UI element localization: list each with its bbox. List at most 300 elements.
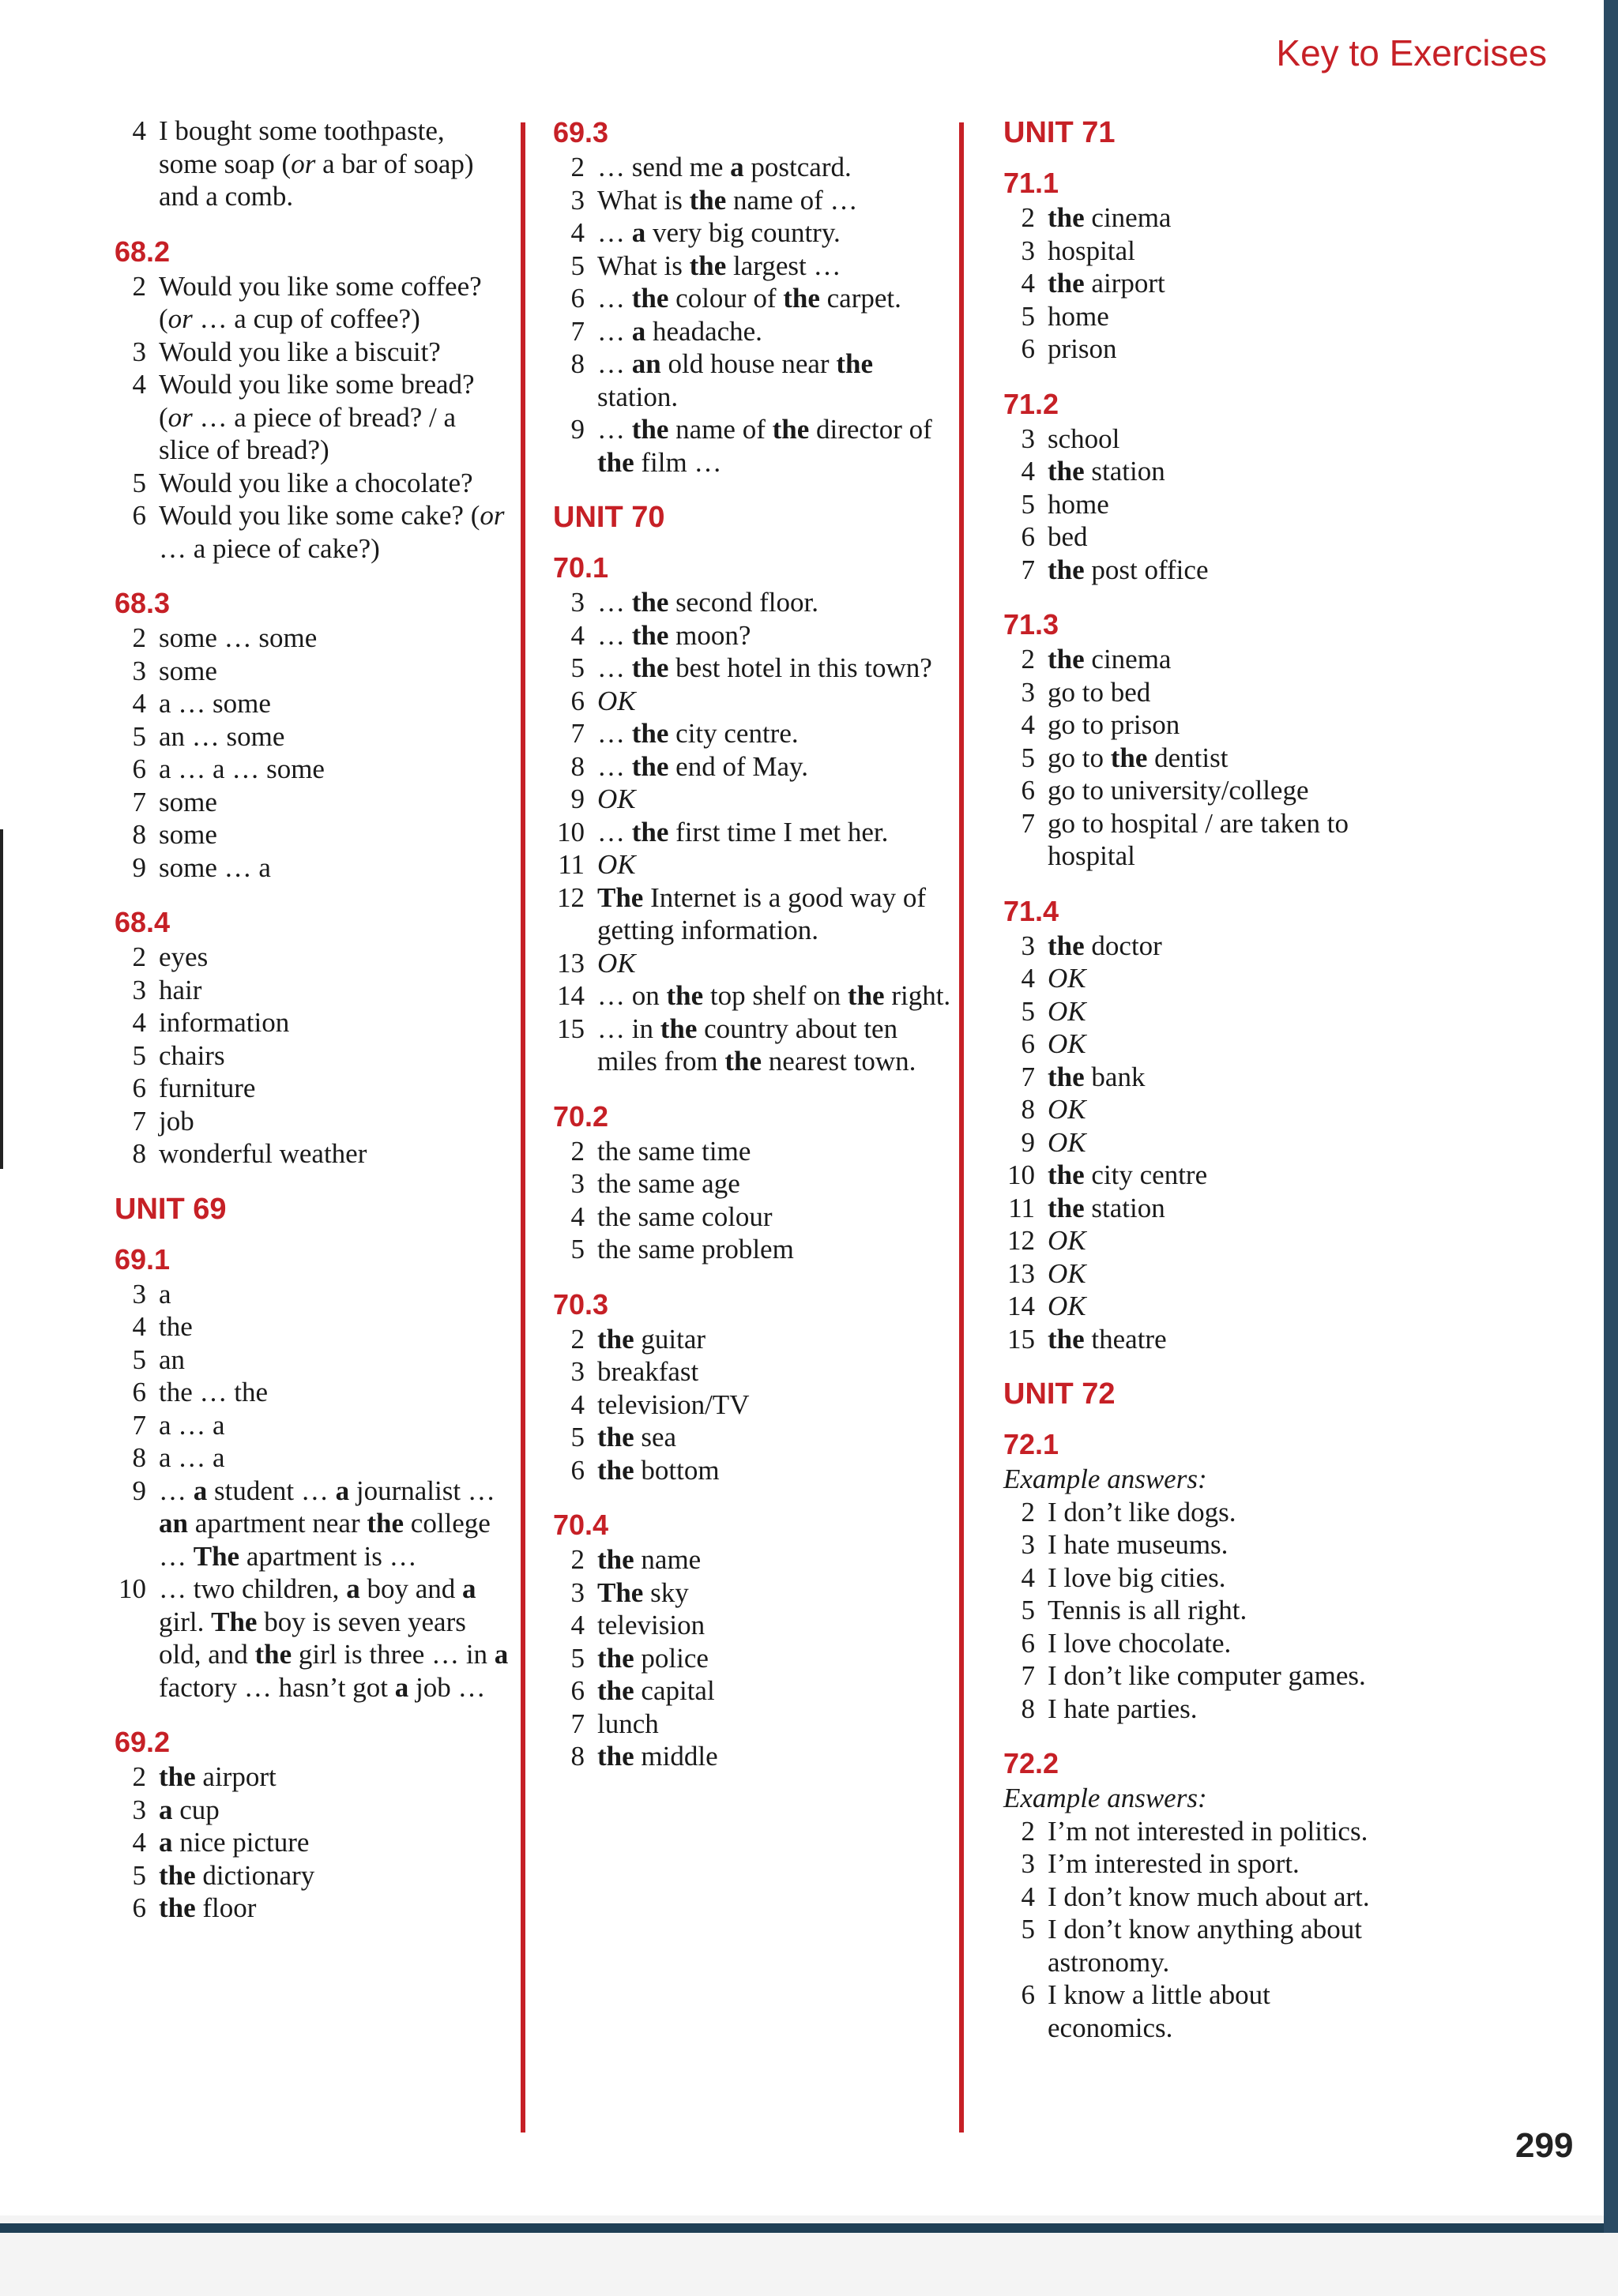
answer-number: 6 [1021, 333, 1035, 364]
answer-item [553, 216, 956, 250]
answer-text: … a headache. [597, 315, 762, 347]
answer-number: 2 [1021, 644, 1035, 675]
answer-number: 6 [132, 1377, 146, 1407]
answer-item [1003, 1224, 1398, 1257]
answer-item [1003, 1257, 1398, 1291]
answer-number: 3 [570, 1356, 585, 1387]
answer-item [1003, 1913, 1398, 1978]
answer-item [1003, 488, 1398, 521]
answer-number: 4 [1021, 268, 1035, 299]
answer-number: 2 [132, 622, 146, 653]
answer-number: 4 [570, 1201, 585, 1232]
exercise-number: 70.3 [553, 1287, 609, 1321]
answer-text: job [159, 1105, 194, 1137]
answer-number: 7 [1021, 554, 1035, 585]
answer-text: OK [597, 685, 636, 716]
answer-item [1003, 1659, 1398, 1693]
exercise-number: 69.2 [115, 1726, 171, 1758]
answer-number: 4 [570, 1610, 585, 1640]
answer-item [553, 250, 956, 283]
answer-item [1003, 201, 1398, 235]
exercise-number: 71.4 [1003, 894, 1059, 927]
answer-number: 10 [119, 1573, 146, 1604]
answer-number: 2 [570, 1323, 585, 1355]
answer-text: Would you like some coffee? (or … a cup of coffee?) [159, 270, 482, 334]
answer-item [115, 499, 510, 565]
answer-number: 3 [1021, 1529, 1035, 1560]
exercise-number: 70.2 [553, 1099, 609, 1133]
answer-number: 8 [1021, 1094, 1035, 1125]
answer-text: I bought some toothpaste, some soap (or a bar of soap) and a comb. [159, 115, 474, 212]
answer-number: 4 [570, 217, 585, 248]
answer-number: 3 [132, 974, 146, 1005]
answer-number: 12 [1007, 1225, 1035, 1256]
answer-item [1003, 807, 1398, 873]
answer-text: furniture [159, 1073, 256, 1103]
answer-number: 8 [570, 1741, 585, 1772]
answer-number: 2 [132, 941, 146, 972]
answer-item [553, 1135, 956, 1168]
answer-text: hair [159, 974, 202, 1005]
answer-number: 6 [132, 753, 146, 784]
answer-text: the same age [597, 1168, 740, 1199]
answer-number: 5 [1021, 300, 1035, 332]
answer-item [1003, 1061, 1398, 1094]
answer-text: television [597, 1610, 706, 1640]
answer-text: OK [597, 783, 636, 814]
answer-item [553, 1388, 956, 1422]
answer-text: the airport [159, 1761, 277, 1792]
answer-item [115, 1475, 510, 1573]
continued-answers [115, 115, 510, 213]
answer-number: 8 [132, 1138, 146, 1169]
page-header-title: Key to Exercises [1276, 32, 1547, 73]
answer-item [1003, 676, 1398, 709]
answer-item [115, 1409, 510, 1442]
unit-heading: UNIT 70 [553, 501, 665, 534]
exercise-number: 68.3 [115, 587, 171, 619]
answer-text: I hate parties. [1048, 1693, 1198, 1724]
binding-edge [0, 829, 3, 1169]
exercise-number: 70.4 [553, 1509, 609, 1541]
answer-number: 2 [570, 1135, 585, 1167]
answer-item [1003, 1594, 1398, 1627]
answer-item [553, 1576, 956, 1610]
answer-item [553, 848, 956, 881]
answer-text: bed [1048, 521, 1088, 552]
exercise-note: Example answers: [1003, 1464, 1207, 1494]
answer-number: 4 [132, 1311, 146, 1342]
answer-text: I’m not interested in politics. [1048, 1815, 1368, 1847]
answer-item [115, 1137, 510, 1171]
exercise-section [115, 234, 510, 566]
answer-number: 5 [1021, 488, 1035, 520]
answer-number: 14 [1007, 1291, 1035, 1321]
answer-text: the airport [1048, 268, 1165, 299]
answer-number: 5 [132, 1343, 146, 1375]
answer-item [115, 1072, 510, 1105]
exercise-section [1003, 607, 1398, 873]
answer-number: 6 [570, 1454, 585, 1486]
answer-text: a cup [159, 1794, 220, 1825]
answer-number: 14 [557, 980, 585, 1011]
exercise-number: 68.2 [115, 235, 171, 268]
answer-number: 9 [1021, 1126, 1035, 1158]
answer-item [115, 270, 510, 336]
answer-text: go to bed [1048, 676, 1151, 708]
answer-item [553, 1642, 956, 1675]
answer-text: … the name of the director of the film … [597, 414, 932, 478]
answer-number: 13 [1007, 1257, 1035, 1289]
answer-text: the post office [1048, 554, 1209, 585]
answer-text: OK [1048, 995, 1086, 1027]
answer-number: 10 [1007, 1159, 1035, 1190]
answer-text: a nice picture [159, 1827, 310, 1858]
answer-item [115, 851, 510, 885]
answer-item [1003, 708, 1398, 742]
answer-item [1003, 520, 1398, 554]
answer-number: 4 [1021, 1881, 1035, 1912]
answer-item [553, 1454, 956, 1487]
answer-item [115, 1310, 510, 1343]
answer-text: I love big cities. [1048, 1561, 1226, 1593]
answer-number: 6 [1021, 1979, 1035, 2010]
column-divider-1 [521, 122, 525, 2133]
answer-text: the name [597, 1544, 702, 1575]
answer-number: 4 [1021, 1561, 1035, 1593]
answer-number: 10 [557, 816, 585, 847]
answer-text: Would you like a biscuit? [159, 336, 441, 367]
answer-text: school [1048, 423, 1120, 454]
answer-text: OK [1048, 1225, 1086, 1256]
answer-item [115, 974, 510, 1007]
answer-item [553, 717, 956, 750]
page-right-border [1604, 0, 1618, 2233]
column-2 [553, 115, 956, 1794]
answer-item [115, 655, 510, 688]
answer-number: 6 [132, 500, 146, 531]
answer-text: OK [1048, 1094, 1086, 1125]
answer-item [115, 115, 510, 213]
answer-item [1003, 1192, 1398, 1225]
answer-item [1003, 423, 1398, 456]
answer-item [115, 1859, 510, 1892]
answer-number: 3 [1021, 930, 1035, 961]
answer-number: 5 [1021, 742, 1035, 773]
exercise-section [553, 1287, 956, 1487]
column-1 [115, 115, 510, 1945]
answer-text: What is the name of … [597, 184, 858, 216]
answer-item [1003, 333, 1398, 366]
answer-number: 6 [132, 1892, 146, 1923]
answer-text: the bank [1048, 1061, 1146, 1092]
answer-item [553, 1233, 956, 1266]
answer-text: a [159, 1278, 171, 1310]
exercise-section [115, 904, 510, 1171]
answer-item [1003, 1693, 1398, 1726]
exercise-number: 71.3 [1003, 608, 1059, 641]
answer-text: … a student … a journalist … an apartment near the college … The apartment is … [159, 1475, 495, 1572]
answer-text: I don’t know much about art. [1048, 1881, 1370, 1912]
answer-number: 4 [1021, 963, 1035, 994]
answer-text: eyes [159, 941, 209, 972]
answer-text: some … a [159, 851, 271, 883]
answer-text: … on the top shelf on the right. [597, 980, 951, 1011]
answer-item [1003, 1528, 1398, 1561]
answer-number: 9 [570, 783, 585, 814]
answer-number: 9 [570, 414, 585, 445]
answer-text: What is the largest … [597, 250, 841, 281]
answer-text: OK [1048, 1126, 1086, 1158]
answer-item [553, 1674, 956, 1708]
answer-text: some [159, 819, 217, 850]
answer-number: 3 [132, 1278, 146, 1310]
answer-number: 6 [570, 283, 585, 314]
answer-item [553, 1013, 956, 1078]
answer-number: 9 [132, 1475, 146, 1506]
answer-number: 2 [132, 1761, 146, 1792]
answer-item [1003, 1028, 1398, 1061]
answer-number: 4 [1021, 709, 1035, 740]
answer-number: 6 [570, 1675, 585, 1706]
answer-number: 7 [132, 1105, 146, 1137]
answer-number: 5 [132, 1859, 146, 1891]
exercise-number: 71.1 [1003, 167, 1059, 199]
exercise-number: 69.3 [553, 116, 609, 148]
answer-text: … the first time I met her. [597, 816, 889, 847]
column-divider-2 [959, 122, 964, 2133]
answer-item [553, 151, 956, 184]
answer-item [115, 336, 510, 369]
exercise-section [1003, 386, 1398, 587]
answer-item [1003, 1496, 1398, 1529]
exercise-section [115, 1724, 510, 1925]
answer-number: 15 [1007, 1323, 1035, 1355]
answer-text: The sky [597, 1576, 689, 1608]
exercise-section [553, 1507, 956, 1773]
answer-number: 12 [557, 881, 585, 913]
answer-text: … a very big country. [597, 217, 841, 248]
exercise-number: 70.1 [553, 551, 609, 584]
answer-number: 6 [1021, 1627, 1035, 1659]
answer-number: 9 [132, 851, 146, 883]
answer-text: the bottom [597, 1454, 720, 1486]
answer-item [1003, 1881, 1398, 1914]
answer-text: I don’t like dogs. [1048, 1496, 1236, 1528]
answer-item [115, 1343, 510, 1377]
answer-item [1003, 1159, 1398, 1192]
answer-item [553, 1740, 956, 1773]
answer-item [1003, 455, 1398, 488]
answer-item [1003, 1847, 1398, 1881]
answer-item [115, 786, 510, 819]
answer-number: 7 [570, 315, 585, 347]
answer-item [1003, 1093, 1398, 1126]
answer-number: 11 [558, 849, 585, 880]
answer-text: some [159, 655, 217, 686]
answer-number: 15 [557, 1013, 585, 1044]
answer-number: 5 [570, 1642, 585, 1674]
answer-number: 3 [570, 184, 585, 216]
answer-number: 4 [570, 619, 585, 651]
answer-number: 8 [132, 819, 146, 850]
answer-text: the capital [597, 1675, 715, 1706]
answer-number: 5 [1021, 995, 1035, 1027]
answer-number: 6 [1021, 521, 1035, 552]
answer-text: Would you like a chocolate? [159, 467, 473, 498]
exercise-section [1003, 1745, 1398, 2044]
answer-text: … the moon? [597, 619, 751, 651]
answer-item [553, 282, 956, 315]
answer-text: the police [597, 1642, 709, 1674]
answer-item [553, 816, 956, 849]
answer-item [553, 184, 956, 217]
answer-text: a … some [159, 688, 271, 719]
answer-text: the city centre [1048, 1159, 1208, 1190]
unit-heading: UNIT 72 [1003, 1377, 1116, 1411]
answer-text: some … some [159, 622, 318, 653]
answer-text: Would you like some bread? (or … a piece of bread? / a slice of bread?) [159, 369, 475, 465]
answer-item [1003, 643, 1398, 676]
answer-number: 4 [132, 1827, 146, 1858]
answer-item [553, 1323, 956, 1356]
answer-number: 5 [570, 1234, 585, 1264]
answer-number: 6 [1021, 1028, 1035, 1059]
answer-item [1003, 1323, 1398, 1356]
answer-item [1003, 742, 1398, 775]
answer-item [115, 467, 510, 500]
exercise-number: 72.1 [1003, 1428, 1059, 1460]
exercise-section [553, 550, 956, 1078]
answer-item [553, 1355, 956, 1388]
answer-number: 7 [1021, 807, 1035, 839]
answer-text: home [1048, 300, 1109, 332]
answer-text: OK [1048, 963, 1086, 994]
answer-number: 2 [132, 270, 146, 302]
answer-item [115, 1039, 510, 1073]
answer-number: 3 [570, 1576, 585, 1608]
answer-number: 3 [132, 1794, 146, 1825]
answer-item [1003, 774, 1398, 807]
answer-number: 4 [1021, 456, 1035, 487]
exercise-section [1003, 1426, 1398, 1725]
answer-number: 5 [570, 1422, 585, 1452]
exercise-number: 72.2 [1003, 1747, 1059, 1779]
answer-item [553, 685, 956, 718]
answer-text: go to university/college [1048, 775, 1309, 806]
answer-item [1003, 962, 1398, 995]
exercise-section [553, 115, 956, 479]
answer-text: I love chocolate. [1048, 1627, 1232, 1659]
answer-text: breakfast [597, 1356, 699, 1387]
answer-item [553, 619, 956, 652]
answer-number: 5 [132, 467, 146, 498]
answer-text: Would you like some cake? (or … a piece of cake?) [159, 500, 505, 564]
answer-number: 8 [570, 348, 585, 379]
answer-text: the station [1048, 456, 1165, 487]
answer-item [1003, 995, 1398, 1028]
answer-item [553, 750, 956, 783]
answer-item [1003, 1627, 1398, 1660]
answer-text: … send me a postcard. [597, 152, 852, 182]
answer-text: … an old house near the station. [597, 348, 873, 412]
answer-text: OK [597, 849, 636, 880]
answer-text: wonderful weather [159, 1138, 367, 1169]
answer-item [553, 586, 956, 619]
answer-number: 3 [1021, 676, 1035, 708]
answer-text: OK [1048, 1028, 1086, 1059]
answer-text: chairs [159, 1039, 225, 1071]
answer-item [115, 941, 510, 974]
answer-item [115, 1105, 510, 1138]
answer-number: 5 [570, 652, 585, 683]
answer-text: some [159, 786, 217, 817]
answer-text: I’m interested in sport. [1048, 1848, 1300, 1879]
answer-text: the same time [597, 1135, 751, 1167]
answer-number: 5 [132, 1039, 146, 1071]
answer-number: 7 [1021, 1660, 1035, 1691]
answer-item [115, 753, 510, 786]
answer-text: I hate museums. [1048, 1529, 1229, 1560]
answer-item [553, 783, 956, 816]
answer-item [1003, 554, 1398, 587]
answer-text: the cinema [1048, 202, 1172, 233]
answer-item [115, 818, 510, 851]
answer-number: 7 [132, 786, 146, 817]
answer-number: 3 [132, 336, 146, 367]
answer-number: 13 [557, 947, 585, 979]
answer-text: I don’t like computer games. [1048, 1660, 1366, 1691]
answer-number: 4 [132, 369, 146, 400]
answer-number: 4 [132, 1007, 146, 1038]
answer-text: go to prison [1048, 709, 1180, 740]
answer-item [553, 979, 956, 1013]
page-bottom-border [0, 2223, 1618, 2233]
answer-number: 5 [570, 250, 585, 281]
answer-number: 7 [132, 1409, 146, 1441]
answer-number: 7 [570, 1708, 585, 1739]
answer-text: the station [1048, 1192, 1165, 1223]
answer-text: the cinema [1048, 644, 1172, 675]
answer-item [1003, 300, 1398, 333]
answer-number: 2 [570, 1544, 585, 1575]
answer-number: 8 [132, 1442, 146, 1473]
answer-item [553, 947, 956, 980]
answer-number: 8 [570, 750, 585, 782]
answer-text: the … the [159, 1377, 269, 1407]
answer-item [115, 368, 510, 467]
exercise-number: 68.4 [115, 906, 171, 938]
answer-item [553, 881, 956, 947]
answer-text: information [159, 1007, 290, 1038]
answer-item [553, 1543, 956, 1576]
answer-number: 6 [1021, 775, 1035, 806]
answer-number: 3 [1021, 235, 1035, 266]
answer-number: 7 [1021, 1061, 1035, 1092]
answer-text: an … some [159, 720, 285, 752]
answer-text: the sea [597, 1422, 677, 1452]
exercise-section [1003, 165, 1398, 366]
answer-text: I don’t know anything about astronomy. [1048, 1914, 1362, 1978]
answer-item [1003, 235, 1398, 268]
exercise-section [553, 1099, 956, 1266]
answer-number: 3 [570, 587, 585, 618]
answer-number: 2 [1021, 1815, 1035, 1847]
answer-text: the guitar [597, 1323, 706, 1355]
exercise-number: 71.2 [1003, 387, 1059, 420]
answer-text: Tennis is all right. [1048, 1595, 1247, 1625]
answer-item [115, 622, 510, 655]
